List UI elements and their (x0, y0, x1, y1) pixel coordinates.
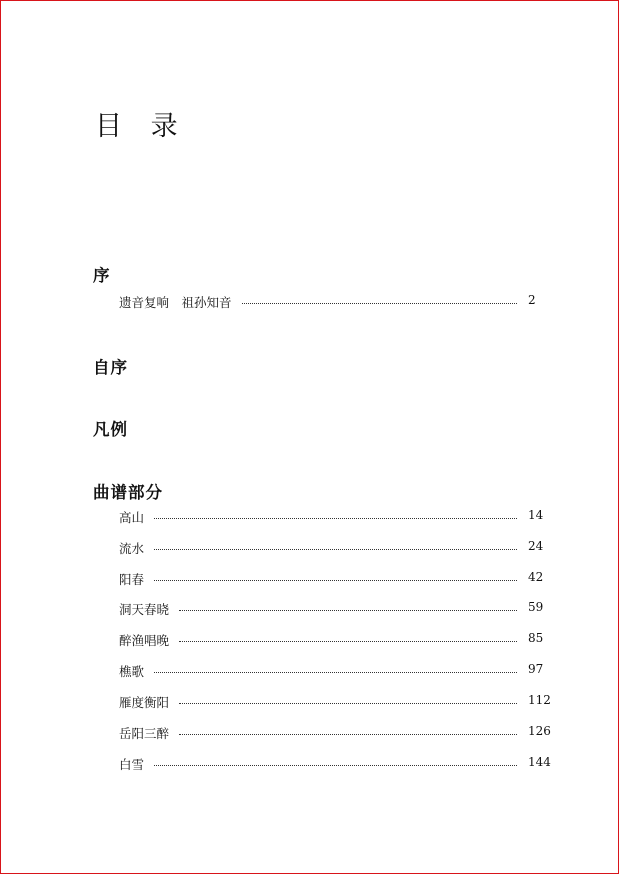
dot-leader (154, 580, 517, 581)
dot-leader (154, 765, 517, 766)
toc-entry-label: 流水 (119, 541, 145, 556)
toc-entry[interactable] (119, 570, 559, 590)
toc-entry-label: 遗音复响 祖孙知音 (119, 295, 232, 310)
dot-leader (154, 672, 517, 673)
toc-entry-page: 144 (528, 755, 551, 769)
section-heading-author-preface[interactable]: 自序 (93, 358, 128, 377)
toc-entry-page: 14 (528, 508, 544, 522)
toc-entry[interactable] (119, 631, 559, 651)
dot-leader (154, 518, 517, 519)
toc-entry-page: 126 (528, 724, 551, 738)
dot-leader (179, 703, 517, 704)
section-heading-preface: 序 (93, 266, 111, 285)
toc-entry[interactable] (119, 693, 559, 713)
toc-entry-label: 樵歌 (119, 664, 145, 679)
toc-entry[interactable] (119, 662, 559, 682)
toc-entry-page: 97 (528, 662, 544, 676)
toc-title: 目 录 (95, 111, 188, 142)
toc-entry[interactable] (119, 755, 559, 775)
toc-entry[interactable] (119, 724, 559, 744)
toc-entry-label: 醉渔唱晚 (119, 633, 170, 648)
toc-entry-label: 岳阳三醉 (119, 726, 170, 741)
toc-entry-label: 高山 (119, 510, 145, 525)
toc-entry-label: 白雪 (119, 757, 145, 772)
toc-entry-page: 2 (528, 293, 536, 307)
toc-entry-page: 42 (528, 570, 544, 584)
toc-entry[interactable] (119, 293, 559, 313)
section-heading-notes[interactable]: 凡例 (93, 420, 128, 439)
dot-leader (179, 734, 517, 735)
dot-leader (154, 549, 517, 550)
toc-entry-label: 阳春 (119, 572, 145, 587)
toc-entry-page: 112 (528, 693, 551, 707)
dot-leader (242, 303, 517, 304)
toc-entry-label: 雁度衡阳 (119, 695, 170, 710)
toc-entry-page: 85 (528, 631, 544, 645)
toc-entry-page: 59 (528, 600, 544, 614)
section-heading-scores: 曲谱部分 (93, 483, 163, 502)
toc-entry[interactable] (119, 508, 559, 528)
toc-entry-label: 洞天春晓 (119, 602, 170, 617)
toc-entry[interactable] (119, 600, 559, 620)
toc-entry-page: 24 (528, 539, 544, 553)
dot-leader (179, 641, 517, 642)
toc-entry[interactable] (119, 539, 559, 559)
dot-leader (179, 610, 517, 611)
